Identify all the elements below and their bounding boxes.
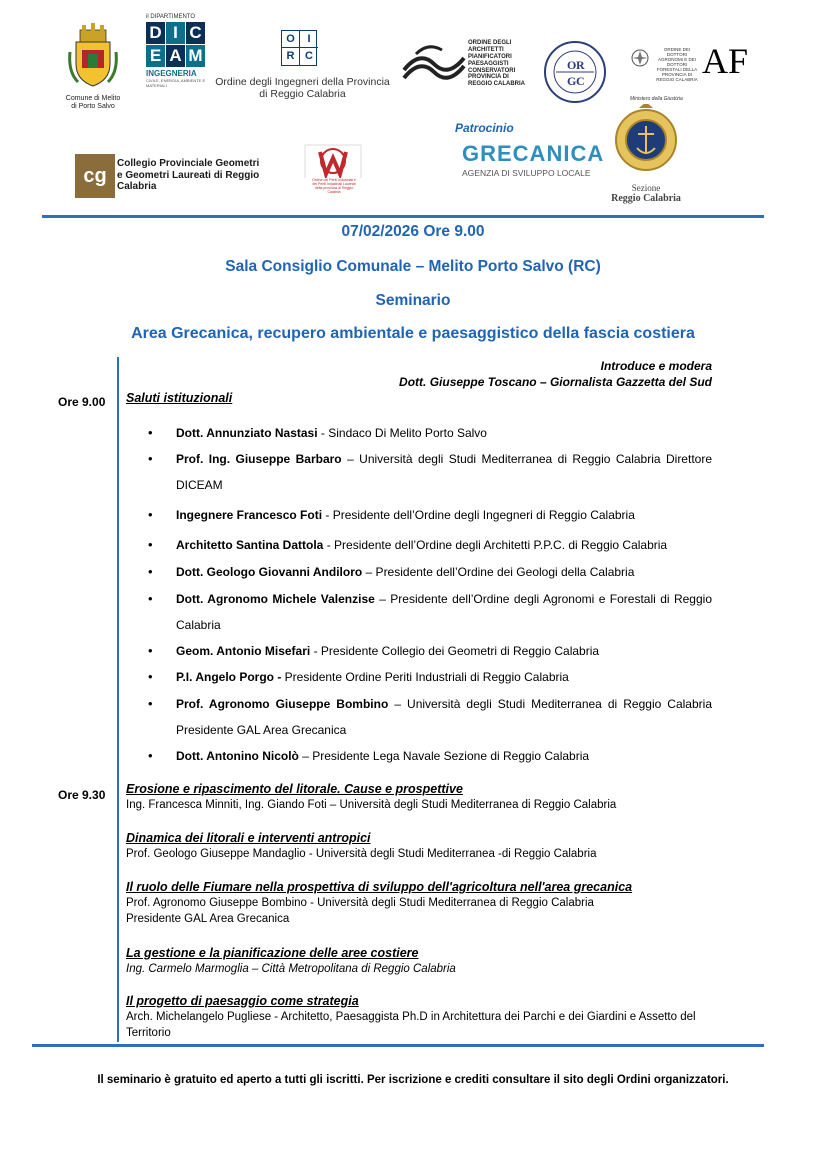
list-item <box>126 743 712 769</box>
list-item <box>126 446 712 498</box>
oirc-letter: I <box>300 31 318 48</box>
logo-ordine-architetti <box>402 40 527 91</box>
talk-block <box>126 945 716 977</box>
logo-collegio-geometri <box>75 154 265 198</box>
talk-title: Dinamica dei litorali e interventi antropici <box>126 831 371 845</box>
speaker-role: - Presidente dell’Ordine degli Architetti P.P.C. di Reggio Calabria <box>323 538 668 552</box>
logo-ordine-ingegneri <box>215 30 390 100</box>
speaker-name: Dott. Agronomo Michele Valenzise <box>176 592 375 606</box>
logo-grecanica <box>462 141 605 178</box>
periti-emblem-icon <box>304 144 362 178</box>
waves-icon <box>402 40 466 86</box>
talk-speaker: Presidente GAL Area Grecanica <box>126 913 290 925</box>
speaker-name: Dott. Antonino Nicolò <box>176 749 299 763</box>
speaker-role: - Presidente Collegio dei Geometri di Reggio Calabria <box>310 644 600 658</box>
speaker-role: - Sindaco Di Melito Porto Salvo <box>317 426 487 440</box>
saluti-list <box>126 420 712 769</box>
logo-grecanica-word: GRECANICA <box>462 141 605 166</box>
speaker-role: - Presidente dell’Ordine degli Ingegneri di Reggio Calabria <box>322 508 635 522</box>
logo-diceam-sub: CIVILE, ENERGIA, AMBIENTE E MATERIALI <box>146 78 206 88</box>
logo-periti-caption: Ordine dei Periti Industriali e dei Periti Industriali Laureati della provincia di Reggio Calabria <box>312 178 356 194</box>
logo-comune-melito <box>58 22 128 111</box>
logo-agronomi-mark: AF <box>702 41 749 81</box>
talk-block <box>126 993 716 1041</box>
speaker-role: Presidente Ordine Periti Industriali di Reggio Calabria <box>281 670 569 684</box>
logo-architetti-text: ORDINE DEGLI ARCHITETTI PIANIFICATORI PAESAGGISTI CONSERVATORI PROVINCIA DI REGGIO CALABRIA <box>468 40 525 88</box>
list-item <box>126 532 712 558</box>
talk-title: La gestione e la pianificazione delle aree costiere <box>126 946 419 960</box>
emblem-icon <box>630 48 650 68</box>
logo-collegio-text: Collegio Provinciale Geometri e Geometri Laureati di Reggio Calabria <box>117 158 260 192</box>
oirc-letter: R <box>282 48 300 65</box>
saluti-title: Saluti istituzionali <box>126 391 233 405</box>
geologi-seal-icon <box>543 40 607 104</box>
oirc-letter: O <box>282 31 300 48</box>
speaker-name: Dott. Geologo Giovanni Andiloro <box>176 565 363 579</box>
speaker-role: – Università degli Studi Mediterranea di Reggio Calabria Presidente GAL Area Grecanica <box>176 697 712 737</box>
speaker-name: Architetto Santina Dattola <box>176 538 324 552</box>
talk-speaker: Ing. Carmelo Marmoglia – Città Metropolitana di Reggio Calabria <box>126 963 456 975</box>
event-kind: Seminario <box>375 292 451 309</box>
talk-title: Il progetto di paesaggio come strategia <box>126 994 359 1008</box>
logo-oirc-text: Ordine degli Ingegneri della Provincia di Reggio Calabria <box>215 76 390 101</box>
speaker-name: Ingegnere Francesco Foti <box>176 508 323 522</box>
logo-collegio-mark: cg <box>75 154 115 198</box>
diceam-letter: E <box>146 45 165 67</box>
logo-diceam-name: INGEGNERIA <box>146 69 197 78</box>
logo-lega-line2: Reggio Calabria <box>611 193 681 205</box>
list-item <box>126 420 712 446</box>
footer-note: Il seminario è gratuito ed aperto a tutti gli iscritti. Per iscrizione e crediti consultare il sito degli Ordini organizzatori. <box>97 1074 729 1086</box>
svg-text:C: C <box>576 74 585 88</box>
divider-vertical <box>117 357 119 1042</box>
list-item <box>126 502 712 528</box>
crest-icon <box>68 22 118 88</box>
lega-navale-seal-icon <box>613 104 679 178</box>
speaker-name: Prof. Agronomo Giuseppe Bombino <box>176 697 389 711</box>
divider-bottom <box>32 1044 764 1047</box>
logo-diceam-top: il DIPARTIMENTO <box>146 14 196 20</box>
talk-block <box>126 879 716 927</box>
logo-lega-navale <box>606 104 686 204</box>
diceam-letter: A <box>166 45 185 67</box>
talk-block <box>126 781 716 813</box>
svg-text:G: G <box>567 74 577 88</box>
time-slot-1: Ore 9.00 <box>58 395 106 409</box>
event-date: 07/02/2026 Ore 9.00 <box>341 223 485 240</box>
list-item <box>126 691 712 743</box>
speaker-role: – Presidente Lega Navale Sezione di Reggio Calabria <box>298 749 590 763</box>
logo-melito-text <box>58 95 128 111</box>
logo-diceam <box>146 14 208 88</box>
talk-speaker: Arch. Michelangelo Pugliese - Architetto, Paesaggista Ph.D in Architettura dei Parchi e dei Giardini e Assetto del Territorio <box>126 1011 696 1039</box>
list-item <box>126 664 712 690</box>
oirc-letter: C <box>305 50 313 62</box>
diceam-letter: M <box>186 45 205 67</box>
speaker-name: Dott. Annunziato Nastasi <box>176 426 318 440</box>
list-item <box>126 586 712 638</box>
talk-block <box>126 830 716 862</box>
speaker-name: Geom. Antonio Misefari <box>176 644 311 658</box>
logo-ordine-geologi <box>543 40 607 104</box>
time-slot-2: Ore 9.30 <box>58 788 106 802</box>
logo-diceam-grid <box>146 22 208 67</box>
diceam-letter: C <box>186 22 205 44</box>
speaker-name: P.I. Angelo Porgo - <box>176 670 282 684</box>
logo-oirc-box <box>281 30 317 66</box>
divider-top <box>42 215 764 218</box>
svg-text:O: O <box>567 58 577 72</box>
logo-lega-line1: Sezione <box>631 183 661 193</box>
event-place: Sala Consiglio Comunale – Melito Porto Salvo (RC) <box>225 258 601 275</box>
list-item <box>126 559 712 585</box>
speaker-role: – Presidente dell’Ordine dei Geologi della Calabria <box>362 565 635 579</box>
speaker-name: Prof. Ing. Giuseppe Barbaro <box>176 452 342 466</box>
moderator-label: Introduce e modera <box>600 359 712 373</box>
logo-agronomi-text: ORDINE DEI DOTTORI AGRONOMI E DEI DOTTORI FORESTALI DELLA PROVINCIA DI REGGIO CALABRIA <box>656 47 698 82</box>
speaker-role: – Presidente dell’Ordine degli Agronomi e Forestali di Reggio Calabria <box>176 592 712 632</box>
talk-title: Il ruolo delle Fiumare nella prospettiva di sviluppo dell'agricoltura nell'area grecanica <box>126 880 633 894</box>
diceam-letter: D <box>146 22 165 44</box>
logo-grecanica-sub: AGENZIA DI SVILUPPO LOCALE <box>462 168 591 178</box>
patrocinio-label: Patrocinio <box>455 121 514 135</box>
logo-ministero-text: Ministero della Giustizia <box>630 96 683 102</box>
logo-melito-line2: di Porto Salvo <box>71 103 115 111</box>
speaker-role: – Università degli Studi Mediterranea di Reggio Calabria Direttore DICEAM <box>176 452 712 492</box>
talk-speaker: Ing. Francesca Minniti, Ing. Giando Foti – Università degli Studi Mediterranea di Reggio Calabria <box>126 799 617 811</box>
logo-ordine-periti <box>304 144 362 200</box>
diceam-letter: I <box>166 22 185 44</box>
svg-text:R: R <box>576 58 585 72</box>
logo-melito-line1: Comune di Melito <box>65 95 121 102</box>
talk-speaker: Prof. Agronomo Giuseppe Bombino - Università degli Studi Mediterranea di Reggio Calabria <box>126 897 594 909</box>
moderator-name: Dott. Giuseppe Toscano – Giornalista Gazzetta del Sud <box>399 375 712 389</box>
talk-title: Erosione e ripascimento del litorale. Cause e prospettive <box>126 782 463 796</box>
talk-speaker: Prof. Geologo Giuseppe Mandaglio - Università degli Studi Mediterranea -di Reggio Calabria <box>126 848 597 860</box>
event-title: Area Grecanica, recupero ambientale e paesaggistico della fascia costiera <box>131 325 695 342</box>
list-item <box>126 638 712 664</box>
